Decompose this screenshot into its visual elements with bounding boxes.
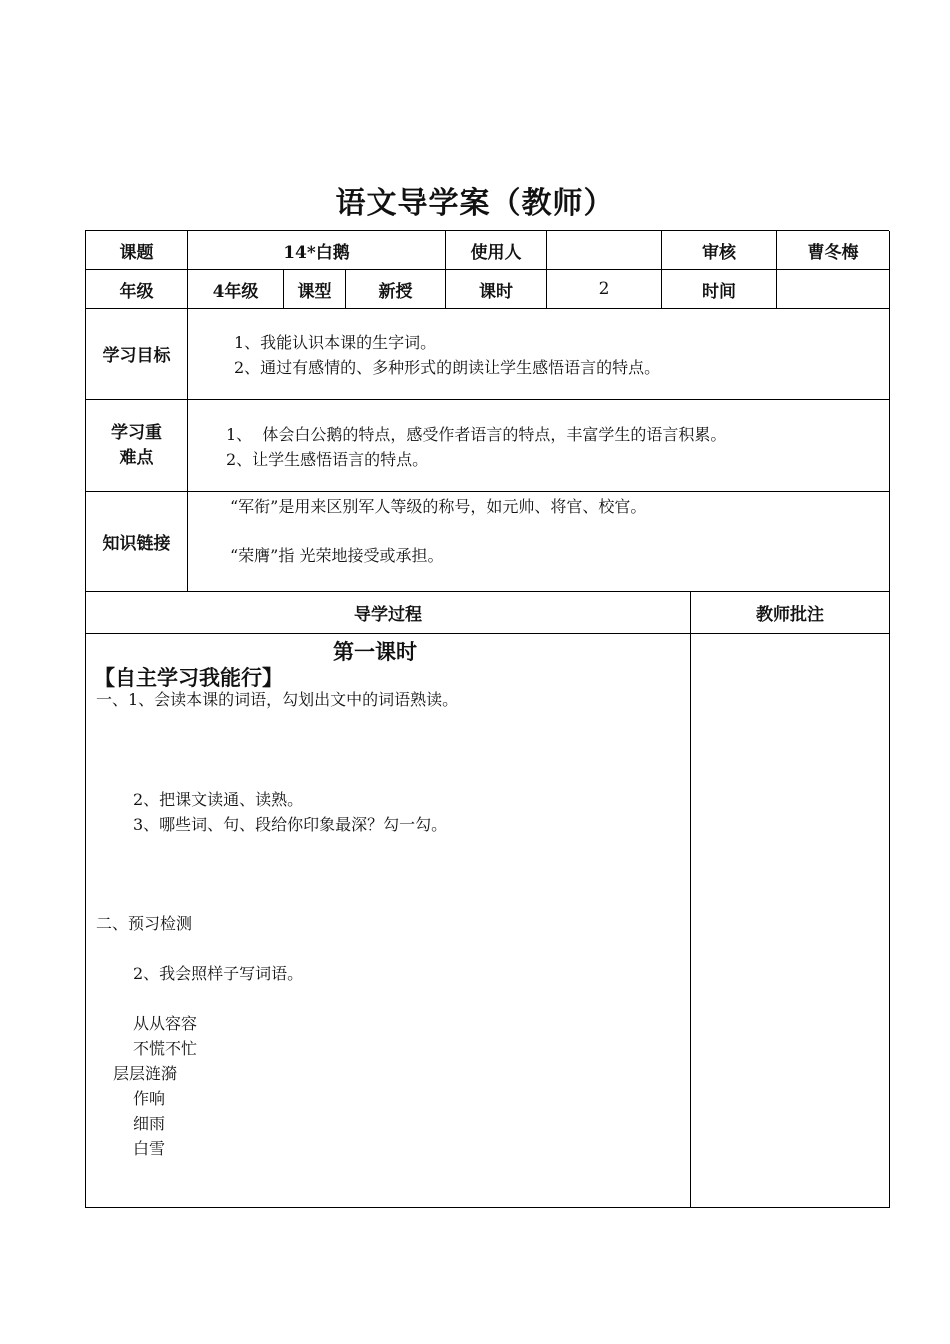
header-table: [85, 230, 889, 308]
user-value: [547, 231, 662, 270]
subject-value: 14*白鹅: [188, 231, 446, 270]
goals-line-1: 1、我能认识本课的生字词。: [234, 333, 437, 352]
keypoints-line-1: 1、 体会白公鹅的特点，感受作者语言的特点，丰富学生的语言积累。: [226, 425, 727, 444]
process-line-3: 3、哪些词、句、段给你印象最深？勾一勾。: [133, 815, 448, 834]
keypoints-label-1: 学习重: [111, 422, 162, 443]
word-5: 细雨: [133, 1114, 166, 1133]
process-line-5: 2、我会照样子写词语。: [133, 964, 304, 983]
keypoints-line-2: 2、让学生感悟语言的特点。: [226, 450, 429, 469]
time-value: [777, 270, 890, 309]
time-label: 时间: [662, 270, 777, 309]
knowledge-line-2: “荣膺”指 光荣地接受或承担。: [230, 546, 444, 565]
goals-line-2: 2、通过有感情的、多种形式的朗读让学生感悟语言的特点。: [234, 358, 661, 377]
word-6: 白雪: [133, 1139, 166, 1158]
grade-value: 4年级: [188, 270, 284, 309]
lesson-title: 第一课时: [333, 639, 417, 664]
grade-label: 年级: [86, 270, 188, 309]
type-label: 课型: [284, 270, 346, 309]
keypoints-content: [188, 400, 890, 492]
process-content: [86, 634, 691, 1208]
notes-content: [691, 634, 890, 1208]
word-4: 作响: [133, 1089, 166, 1108]
period-label: 课时: [446, 270, 547, 309]
review-label: 审核: [662, 231, 777, 270]
period-value: 2: [547, 270, 662, 309]
knowledge-line-1: “军衔”是用来区别军人等级的称号，如元帅、将官、校官。: [230, 497, 647, 516]
keypoints-label: [86, 400, 188, 492]
info-table: [85, 308, 889, 592]
goals-content: [188, 308, 890, 400]
knowledge-content: [188, 492, 890, 592]
subject-label: 课题: [86, 231, 188, 270]
process-line-2: 2、把课文读通、读熟。: [133, 790, 304, 809]
notes-header: 教师批注: [691, 592, 890, 634]
review-value: 曹冬梅: [777, 231, 890, 270]
process-table: [85, 592, 889, 1208]
word-2: 不慌不忙: [133, 1039, 198, 1058]
word-1: 从从容容: [133, 1014, 198, 1033]
process-line-1: 一、1、会读本课的词语，勾划出文中的词语熟读。: [96, 690, 459, 709]
keypoints-label-2: 难点: [119, 447, 154, 468]
knowledge-label: 知识链接: [86, 492, 188, 592]
page-title: 语文导学案（教师）: [335, 186, 615, 221]
type-value: 新授: [346, 270, 446, 309]
user-label: 使用人: [446, 231, 547, 270]
goals-label: 学习目标: [86, 308, 188, 400]
section-title: 【自主学习我能行】: [94, 666, 283, 690]
process-line-4: 二、预习检测: [96, 914, 193, 933]
word-3: 层层涟漪: [113, 1064, 178, 1083]
process-header: 导学过程: [86, 592, 691, 634]
